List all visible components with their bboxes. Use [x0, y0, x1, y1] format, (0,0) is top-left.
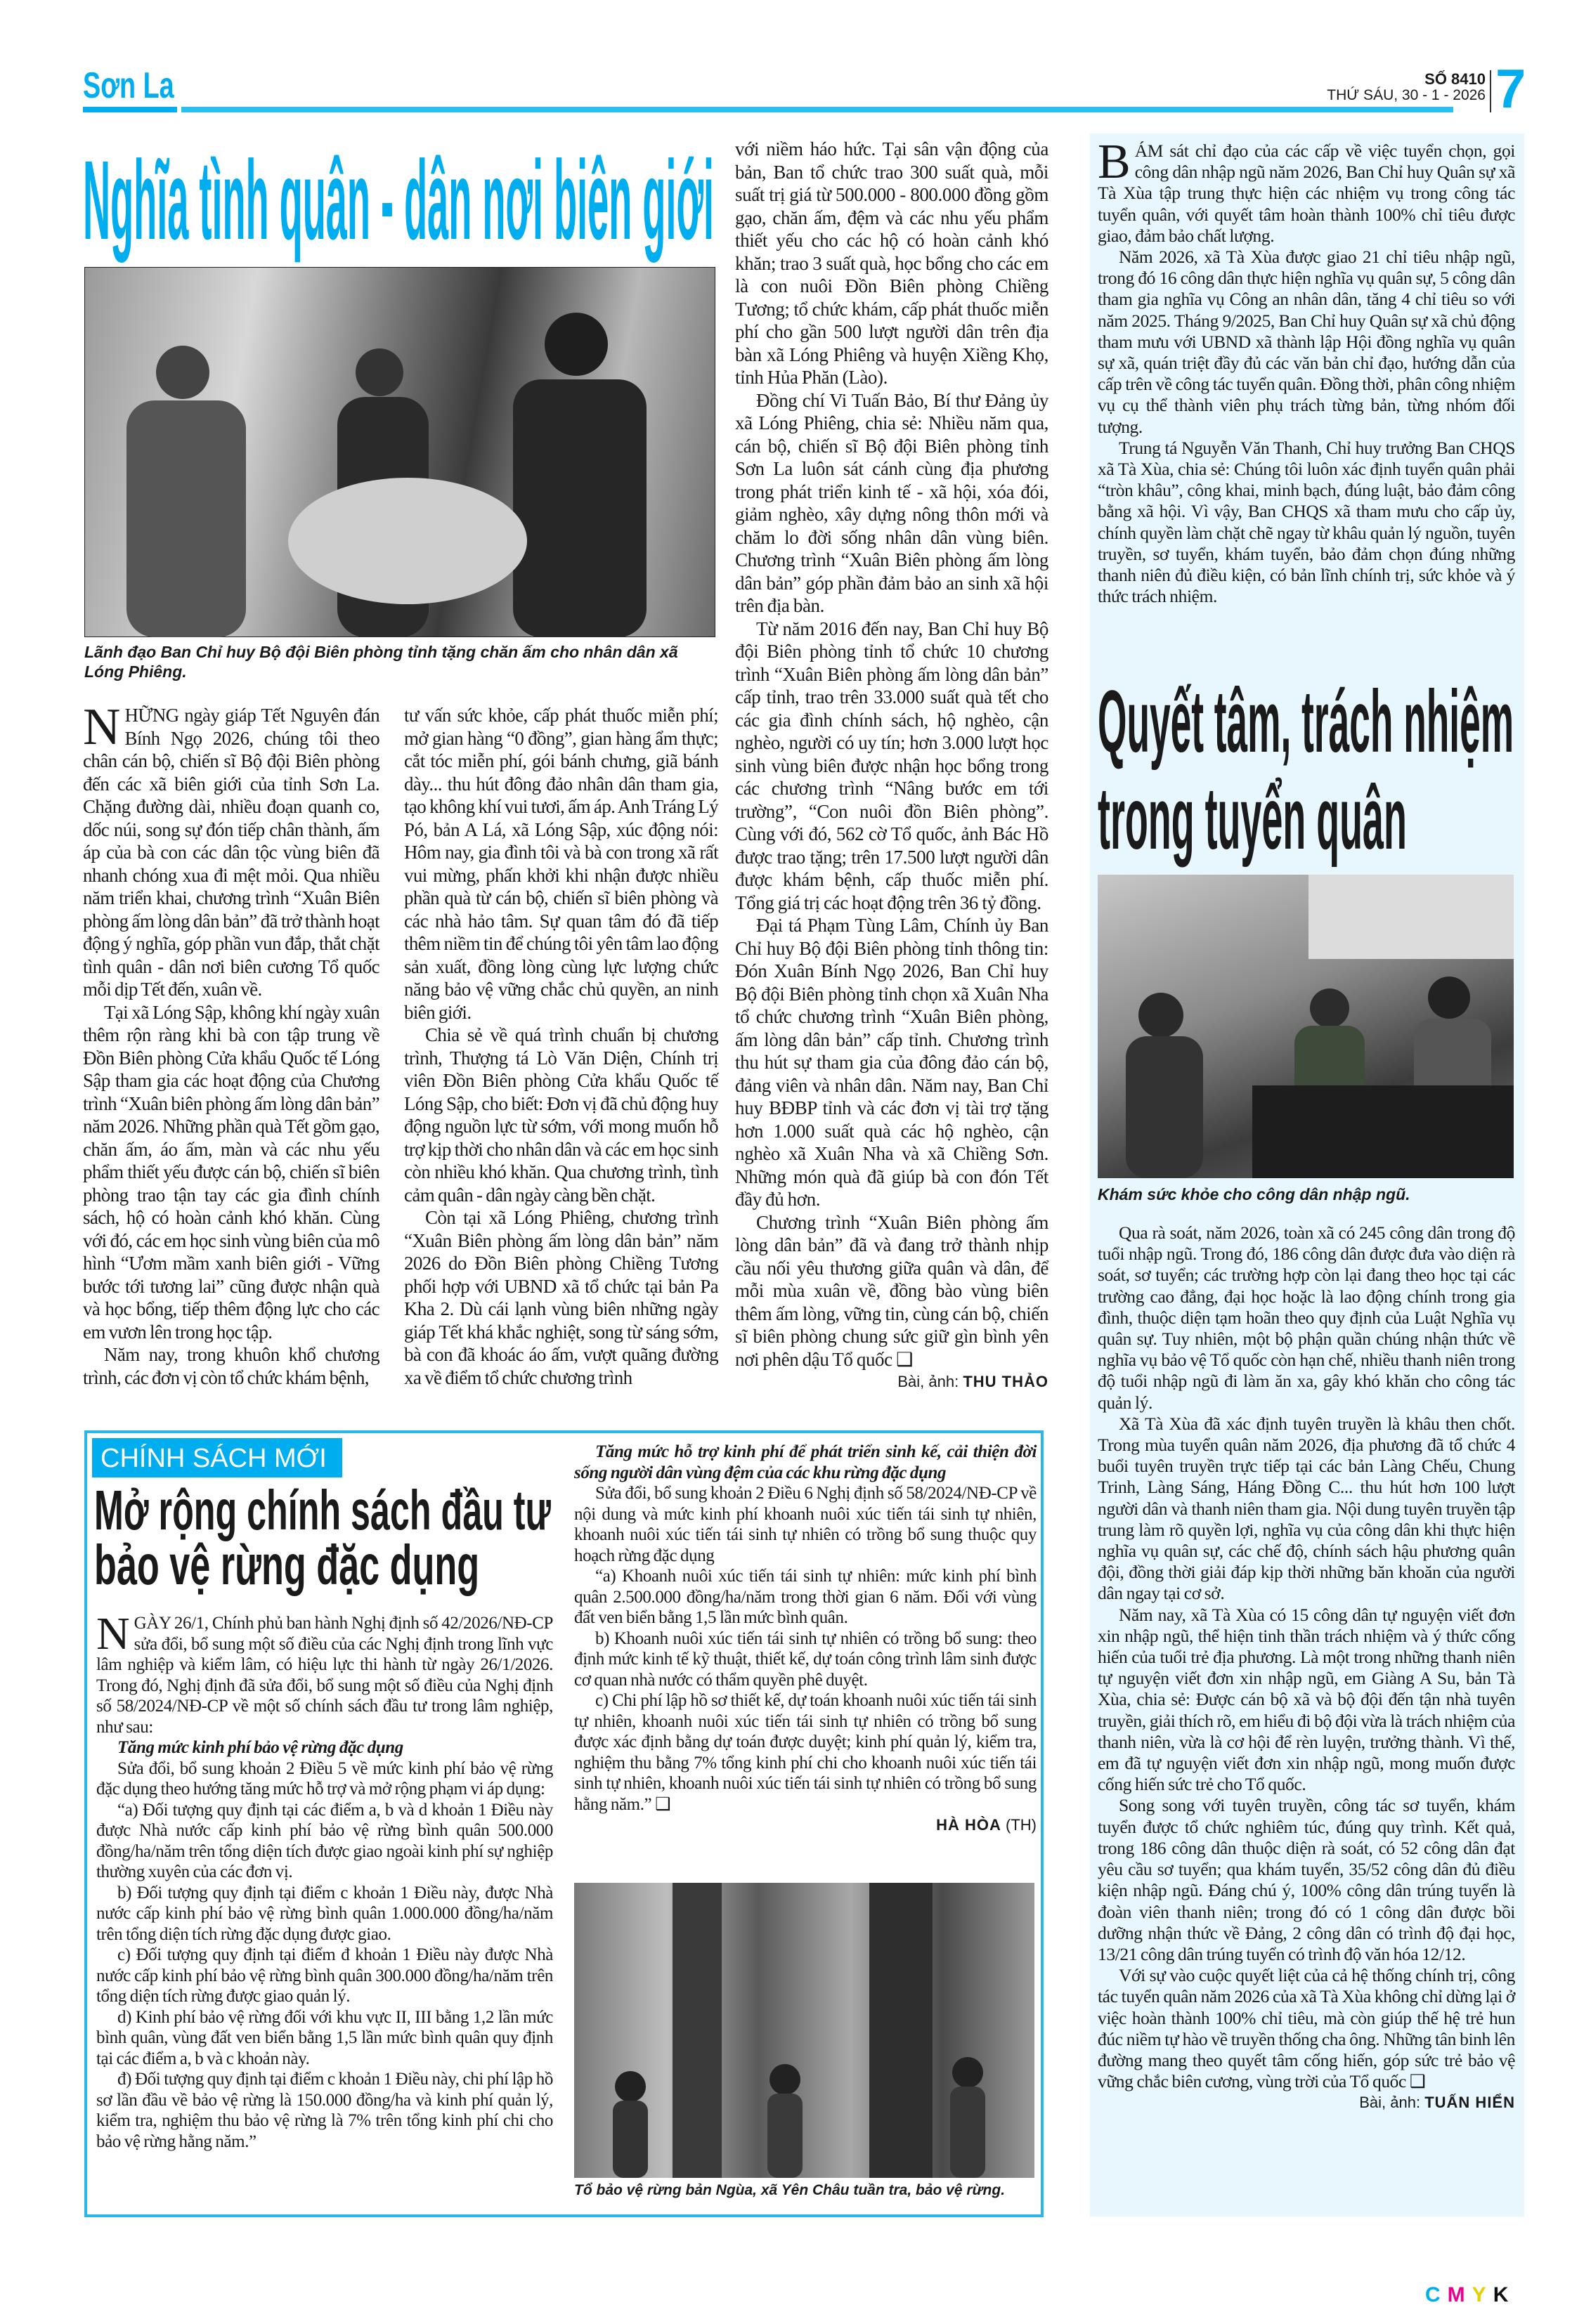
paragraph: d) Kinh phí bảo vệ rừng đối với khu vực II, III bằng 1,2 lần mức bình quân, vùng đất ven biển bằng 1,5 lần mức bình quân quy định tại các điểm a, b và c khoản này. [96, 2007, 553, 2068]
section-rule [181, 107, 1453, 112]
paragraph: Còn tại xã Lóng Phiêng, chương trình “Xuân Biên phòng ấm lòng dân bản” năm 2026 do Đồn Biên phòng Chiềng Tương phối hợp với UBND xã tổ chức tại bản Pa Kha 2. Dù cái lạnh vùng biên những ngày giáp Tết khá khắc nghiệt, song từ sáng sớm, bà con đã khoác áo ấm, vượt quãng đường xa về điểm tổ chức chương trình [404, 1207, 718, 1388]
paragraph: “a) Khoanh nuôi xúc tiến tái sinh tự nhiên: mức kinh phí bình quân 2.500.000 đồng/ha/năm trong thời gian 6 năm. Đối với vùng đất ven biển bằng 1,5 lần mức bình quân. [574, 1567, 1037, 1627]
article3-lead: GÀY 26/1, Chính phủ ban hành Nghị định số 42/2026/NĐ-CP sửa đổi, bổ sung một số điều của các Nghị định trong lĩnh vực lâm nghiệp và kiểm lâm, có hiệu lực thi hành từ ngày 26/1/2026. Trong đó, Nghị định đã sửa đổi, bổ sung một số điều của Nghị định số 58/2024/NĐ-CP về một số chính sách đầu tư trong lâm nghiệp, như sau: [96, 1614, 553, 1737]
paragraph: b) Khoanh nuôi xúc tiến tái sinh tự nhiên có trồng bổ sung: theo định mức kinh tế kỹ thuật, thiết kế, dự toán công trình lâm sinh được cơ quan nhà nước có thẩm quyền phê duyệt. [574, 1628, 1037, 1690]
article3-tag-label: CHÍNH SÁCH MỚI [100, 1444, 327, 1473]
article2-title-line2: trong tuyển quân [1098, 770, 1407, 868]
article1-photo [84, 267, 715, 637]
cmyk-c: C [1425, 2283, 1448, 2306]
article2-photo-caption: Khám sức khỏe cho công dân nhập ngũ. [1098, 1185, 1410, 1203]
cmyk-m: M [1447, 2283, 1472, 2306]
byline-author: TUẤN HIỂN [1424, 2094, 1515, 2112]
byline-author: THU THẢO [963, 1373, 1048, 1390]
paragraph: Đồng chí Vi Tuấn Bảo, Bí thư Đảng ủy xã Lóng Phiêng, chia sẻ: Nhiều năm qua, cán bộ, chiến sĩ Bộ đội Biên phòng tỉnh Sơn La luôn sát cánh cùng địa phương trong phát triển kinh tế - xã hội, xóa đói, giảm nghèo, xây dựng nông thôn mới và chăm lo đời sống nhân dân vùng biên. Chương trình “Xuân Biên phòng ấm lòng dân bản” góp phần đảm bảo an sinh xã hội trên địa bàn. [735, 389, 1048, 616]
article2-headline [1098, 674, 1515, 868]
article1-lead: HỮNG ngày giáp Tết Nguyên đán Bính Ngọ 2026, chúng tôi theo chân cán bộ, chiến sĩ Bộ đội Biên phòng đến các xã biên giới của tỉnh Sơn La. Chặng đường dài, nhiều đoạn quanh co, dốc núi, song sự đón tiếp chân thành, ấm áp của bà con các dân tộc vùng biên đã nhanh chóng xua đi mệt mỏi. Qua nhiều năm triển khai, chương trình “Xuân Biên phòng ấm lòng dân bản” đã trở thành hoạt động ý nghĩa, góp phần vun đắp, thắt chặt tình quân - dân nơi biên cương Tổ quốc mỗi dịp Tết đến, xuân về. [83, 705, 379, 1000]
article3-photo [574, 1883, 1034, 2178]
article3-right-text [574, 1442, 1037, 1836]
photo-medical-check-illustration [1098, 875, 1514, 1178]
article2-photo [1098, 875, 1514, 1178]
paragraph: Qua rà soát, năm 2026, toàn xã có 245 công dân trong độ tuổi nhập ngũ. Trong đó, 186 công dân được đưa vào diện rà soát, sơ tuyển; các trường hợp còn lại đang theo học tại các trường cao đẳng, đại học hoặc là lao động chính trong gia đình, thuộc diện tạm hoãn theo quy định của Luật Nghĩa vụ quân sự. Tuy nhiên, một bộ phận quần chúng nhận thức về nghĩa vụ bảo vệ Tổ quốc còn hạn chế, nhiều thanh niên trong độ tuổi nhập ngũ đi làm ăn xa, gây khó khăn cho công tác quản lý. [1098, 1222, 1515, 1413]
byline-author: HÀ HÒA [936, 1816, 1001, 1834]
issue-number: SỐ 8410 [1424, 70, 1486, 88]
paragraph: Song song với tuyên truyền, công tác sơ tuyển, khám tuyển được tổ chức nghiêm túc, đúng quy trình. Kết quả, trong 186 công dân thuộc diện rà soát, có 52 công dân đạt yêu cầu sơ tuyển; qua khám tuyển, 35/52 công dân đủ điều kiện nhập ngũ. Đáng chú ý, 100% công dân trúng tuyển là đoàn viên thanh niên; trong đó có 1 công dân được bồi dưỡng nhận thức về Đảng, 2 công dân có trình độ đại học, 13/21 công dân trúng tuyển có trình độ văn hóa 12/12. [1098, 1795, 1515, 1964]
section-rule-short [83, 107, 177, 112]
paragraph: Đại tá Phạm Tùng Lâm, Chính ủy Ban Chỉ huy Bộ đội Biên phòng tỉnh thông tin: Đón Xuân Bính Ngọ 2026, Ban Chỉ huy Bộ đội Biên phòng tỉnh chọn xã Xuân Nha tổ chức chương trình “Xuân Biên phòng, ấm lòng dân bản” cấp tỉnh. Chương trình thu hút sự tham gia của đông đảo cán bộ, đảng viên và nhân dân. Năm nay, Ban Chỉ huy BĐBP tỉnh và các đơn vị tài trợ tặng hơn 1.000 suất quà các hộ nghèo, cận nghèo xã Xuân Nha và xã Chiềng Sơn. Những món quà đã giúp bà con đón Tết đầy đủ hơn. [735, 915, 1048, 1210]
paragraph: Năm nay, trong khuôn khổ chương trình, các đơn vị còn tổ chức khám bệnh, [83, 1344, 379, 1388]
paragraph: Tại xã Lóng Sập, không khí ngày xuân thêm rộn ràng khi bà con tập trung về Đồn Biên phòng Cửa khẩu Quốc tế Lóng Sập tham gia các hoạt động của Chương trình “Xuân biên phòng ấm lòng dân bản” năm 2026. Những phần quà Tết gồm gạo, chăn ấm, áo ấm, màn và các nhu yếu phẩm thiết yếu được cán bộ, chiến sĩ biên phòng trao tận tay các gia đình chính sách, hộ có hoàn cảnh khó khăn. Cùng với đó, các em học sinh vùng biên của mô hình “Ươm mầm xanh biên giới - Vững bước tới tương lai” cũng được nhận quà và học bổng, tiếp thêm động lực cho các em vươn lên trong học tập. [83, 1001, 379, 1343]
issue-date: THỨ SÁU, 30 - 1 - 2026 [1327, 87, 1486, 103]
article3-tag [92, 1438, 342, 1477]
article3-title-line2: bảo vệ rừng đặc dụng [94, 1534, 480, 1596]
article1-column-3 [735, 138, 1048, 1394]
article2-lead: ÁM sát chỉ đạo của các cấp về việc tuyển chọn, gọi công dân nhập ngũ năm 2026, Ban Chỉ huy Quân sự xã Tà Xùa tập trung thực hiện các nhiệm vụ trong công tác tuyển quân, với quyết tâm hoàn thành 100% chỉ tiêu được giao, đảm bảo chất lượng. [1098, 141, 1515, 246]
paragraph: “a) Đối tượng quy định tại các điểm a, b và d khoản 1 Điều này được Nhà nước cấp kinh phí bảo vệ rừng bình quân 500.000 đồng/ha/năm trên tổng diện tích được giao ngoài kinh phí sự nghiệp thường xuyên của các đơn vị. [96, 1800, 553, 1881]
article1-photo-caption: Lãnh đạo Ban Chỉ huy Bộ đội Biên phòng tỉnh tặng chăn ấm cho nhân dân xã Lóng Phiêng. [84, 643, 678, 681]
paragraph: Trung tá Nguyễn Văn Thanh, Chỉ huy trưởng Ban CHQS xã Tà Xùa, chia sẻ: Chúng tôi luôn xác định tuyển quân phải “tròn khâu”, công khai, minh bạch, đúng luật, bảo đảm công bằng xã hội. Vì vậy, Ban CHQS xã tham mưu cho cấp ủy, chính quyền làm chặt chẽ ngay từ khâu quản lý nguồn, tuyên truyền, sơ tuyển, khám tuyển, bảo đảm chọn đúng những thanh niên đủ điều kiện, có bản lĩnh chính trị, sức khỏe và ý thức trách nhiệm. [1098, 437, 1515, 607]
paragraph: Sửa đổi, bổ sung khoản 2 Điều 6 Nghị định số 58/2024/NĐ-CP về nội dung và mức kinh phí khoanh nuôi xúc tiến tái sinh tự nhiên, khoanh nuôi xúc tiến tái sinh tự nhiên có trồng bổ sung thuộc quy hoạch rừng đặc dụng [574, 1484, 1037, 1565]
paragraph: với niềm háo hức. Tại sân vận động của bản, Ban tổ chức trao 300 suất quà, mỗi suất trị giá từ 500.000 - 800.000 đồng gồm gạo, chăn ấm, đệm và các nhu yếu phẩm thiết yếu cho các hộ có hoàn cảnh khó khăn; trao 3 suất quà, học bổng cho các em là con nuôi Đồn Biên phòng Chiềng Tương; tổ chức khám, cấp phát thuốc miễn phí cho gần 500 lượt người dân trên địa bàn xã Lóng Phiêng và huyện Xiềng Khọ, tỉnh Hủa Phăn (Lào). [735, 138, 1048, 388]
article2-dropcap: B [1098, 135, 1131, 189]
paragraph: Chương trình “Xuân Biên phòng ấm lòng dân bản” đã và đang trở thành nhịp cầu nối yêu thương giữa quân và dân, để mỗi mùa xuân về, đồng bào vùng biên thêm ấm lòng, vững tin, cùng cán bộ, chiến sĩ biên phòng chung sức giữ gìn bình yên nơi phên dậu Tổ quốc ❑ [735, 1211, 1048, 1370]
article1-headline [83, 137, 715, 263]
paragraph: Chia sẻ về quá trình chuẩn bị chương trình, Thượng tá Lò Văn Diện, Chính trị viên Đồn Biên phòng Cửa khẩu Quốc tế Lóng Sập, cho biết: Đơn vị đã chủ động huy động nguồn lực từ sớm, với mong muốn hỗ trợ kịp thời cho nhân dân và các em học sinh còn nhiều khó khăn. Qua chương trình, tình cảm quân - dân ngày càng bền chặt. [404, 1024, 718, 1206]
paragraph: Xã Tà Xùa đã xác định tuyên truyền là khâu then chốt. Trong mùa tuyển quân năm 2026, địa phương đã tổ chức 4 buổi tuyên truyền trực tiếp tại các bản Làng Chếu, Chung Trinh, Làng Sáng, Háng Đồng C... thu hút hơn 100 lượt người dân và thanh niên tham gia. Nội dung tuyên truyền tập trung làm rõ quyền lợi, nghĩa vụ của công dân khi thực hiện nghĩa vụ quân sự, các chế độ, chính sách hậu phương quân đội, đồng thời giải đáp kịp thời những băn khoăn của người dân ngay tại cơ sở. [1098, 1413, 1515, 1604]
cmyk-y: Y [1472, 2283, 1493, 2306]
article3-subhead-2: Tăng mức hỗ trợ kinh phí để phát triển sinh kế, cải thiện đời sống người dân vùng đệm của các khu rừng đặc dụng [574, 1442, 1037, 1482]
byline-label: Bài, ảnh: [897, 1373, 959, 1390]
cmyk-k: K [1493, 2283, 1516, 2306]
article2-title-line1: Quyết tâm, trách nhiệm [1098, 673, 1514, 771]
article3-left-text [96, 1608, 553, 2152]
article1-title: Nghĩa tình quân - dân nơi biên giới [83, 137, 714, 263]
article3-photo-caption: Tổ bảo vệ rừng bản Ngùa, xã Yên Châu tuần tra, bảo vệ rừng. [574, 2182, 1006, 2198]
article2-top-text [1098, 135, 1515, 607]
paragraph: Từ năm 2016 đến nay, Ban Chỉ huy Bộ đội Biên phòng tỉnh tổ chức 10 chương trình “Xuân Biên phòng ấm lòng dân bản” cấp tỉnh, trao trên 33.000 suất quà tết cho các gia đình chính sách, hộ nghèo, cận nghèo, người có uy tín; hơn 3.000 lượt học sinh vùng biên được nhận học bổng trong các chương trình “Nâng bước em tới trường”, “Con nuôi đồn Biên phòng”. Cùng với đó, 562 cờ Tổ quốc, ảnh Bác Hồ được trao tặng; trên 17.500 lượt người dân được khám bệnh, cấp thuốc miễn phí. Tổng giá trị các hoạt động trên 36 tỷ đồng. [735, 618, 1048, 913]
byline-suffix: (TH) [1006, 1816, 1037, 1834]
paragraph: c) Đối tượng quy định tại điểm đ khoản 1 Điều này được Nhà nước cấp kinh phí bảo vệ rừng bình quân 300.000 đồng/ha/năm trên tổng diện tích rừng được giao quản lý. [96, 1945, 553, 2006]
section-name [83, 65, 181, 107]
article3-headline [94, 1479, 558, 1610]
paragraph: Sửa đổi, bổ sung khoản 2 Điều 5 về mức kinh phí bảo vệ rừng đặc dụng theo hướng tăng mức hỗ trợ và mở rộng phạm vi áp dụng: [96, 1758, 553, 1799]
article2-bottom-text [1098, 1222, 1515, 2114]
photo-forest-patrol-illustration [574, 1883, 1034, 2178]
article1-column-1 [83, 698, 379, 1389]
paragraph: Với sự vào cuộc quyết liệt của cả hệ thống chính trị, công tác tuyển quân năm 2026 của xã Tà Xùa không chỉ dừng lại ở việc hoàn thành 100% chỉ tiêu, mà còn giúp thế hệ trẻ hun đúc niềm tự hào về truyền thống cha ông. Những tân binh lên đường mang theo quyết tâm cống hiến, góp sức trẻ bảo vệ vững chắc biên cương, vùng trời của Tổ quốc ❑ [1098, 1965, 1515, 2092]
article1-byline [735, 1371, 1048, 1394]
article3-dropcap: N [96, 1608, 130, 1659]
page-number: 7 [1495, 58, 1526, 119]
photo-soldier-illustration [84, 267, 715, 637]
byline-label: Bài, ảnh: [1359, 2094, 1421, 2112]
article3-byline [574, 1815, 1037, 1836]
article1-column-2 [404, 704, 718, 1389]
paragraph: Năm 2026, xã Tà Xùa được giao 21 chỉ tiêu nhập ngũ, trong đó 16 công dân thực hiện nghĩa vụ quân sự, 5 công dân tham gia nghĩa vụ Công an nhân dân, tăng 4 chỉ tiêu so với năm 2025. Tháng 9/2025, Ban Chỉ huy Quân sự xã chủ động tham mưu với UBND xã thành lập Hội đồng nghĩa vụ quân sự xã, quán triệt đầy đủ các văn bản chỉ đạo, hướng dẫn của cấp trên về công tác tuyển quân. Đồng thời, phân công nhiệm vụ cụ thể thành viên phụ trách từng bản, từng nhóm đối tượng. [1098, 247, 1515, 437]
paragraph: b) Đối tượng quy định tại điểm c khoản 1 Điều này, được Nhà nước cấp kinh phí bảo vệ rừng bình quân 1.000.000 đồng/ha/năm trên tổng diện tích rừng đặc dụng được giao. [96, 1883, 553, 1944]
article3-subhead-1: Tăng mức kinh phí bảo vệ rừng đặc dụng [117, 1738, 403, 1757]
paragraph: Năm nay, xã Tà Xùa có 15 công dân tự nguyện viết đơn xin nhập ngũ, thể hiện tinh thần trách nhiệm và ý thức cống hiến của tuổi trẻ địa phương. Là một trong những thanh niên tự nguyện viết đơn xin nhập ngũ, em Giàng A Su, bản Tà Xùa, chia sẻ: Được cán bộ xã và bộ đội đến tận nhà tuyên truyền, giải thích rõ, em hiểu đi bộ đội vừa là trách nhiệm của thanh niên, vừa là cơ hội để rèn luyện, trưởng thành. Vì thế, em đã tự nguyện viết đơn xin nhập ngũ, mong muốn được cống hiến sức trẻ cho Tổ quốc. [1098, 1604, 1515, 1795]
paragraph: đ) Đối tượng quy định tại điểm c khoản 1 Điều này, chi phí lập hồ sơ lần đầu về bảo vệ rừng là 150.000 đồng/ha và kinh phí quản lý, kiểm tra, nghiệm thu bảo vệ rừng là 7% trên tổng kinh phí chi cho bảo vệ rừng hằng năm.” [96, 2070, 553, 2151]
article1-dropcap: N [83, 698, 121, 756]
section-label: Sơn La [83, 65, 174, 106]
cmyk-marks [1425, 2283, 1515, 2307]
paragraph: c) Chi phí lập hồ sơ thiết kế, dự toán khoanh nuôi xúc tiến tái sinh tự nhiên, khoanh nuôi xúc tiến tái sinh tự nhiên có trồng bổ sung được xác định bằng dự toán được duyệt; kinh phí quản lý, kiểm tra, nghiệm thu bằng 7% tổng kinh phí chi cho khoanh nuôi xúc tiến tái sinh tự nhiên, khoanh nuôi xúc tiến tái sinh tự nhiên có trồng bổ sung hằng năm.” ❑ [574, 1691, 1037, 1814]
page-number-divider [1490, 70, 1491, 112]
article3-title-line1: Mở rộng chính sách đầu tư [94, 1479, 551, 1541]
paragraph: tư vấn sức khỏe, cấp phát thuốc miễn phí; mở gian hàng “0 đồng”, gian hàng ẩm thực; cắt tóc miễn phí, gói bánh chưng, giã bánh dày... thu hút đông đảo nhân dân tham gia, tạo không khí vui tươi, ấm áp. Anh Tráng Lý Pó, bản A Lá, xã Lóng Sập, xúc động nói: Hôm nay, gia đình tôi và bà con trong xã rất vui mừng, phấn khởi khi nhận được nhiều phần quà từ cán bộ, chiến sĩ biên phòng và các nhà hảo tâm. Sự quan tâm đó đã tiếp thêm niềm tin để chúng tôi yên tâm lao động sản xuất, đồng lòng cùng lực lượng chức năng bảo vệ vững chắc chủ quyền, an ninh biên giới. [404, 705, 718, 1023]
article2-byline [1098, 2092, 1515, 2113]
